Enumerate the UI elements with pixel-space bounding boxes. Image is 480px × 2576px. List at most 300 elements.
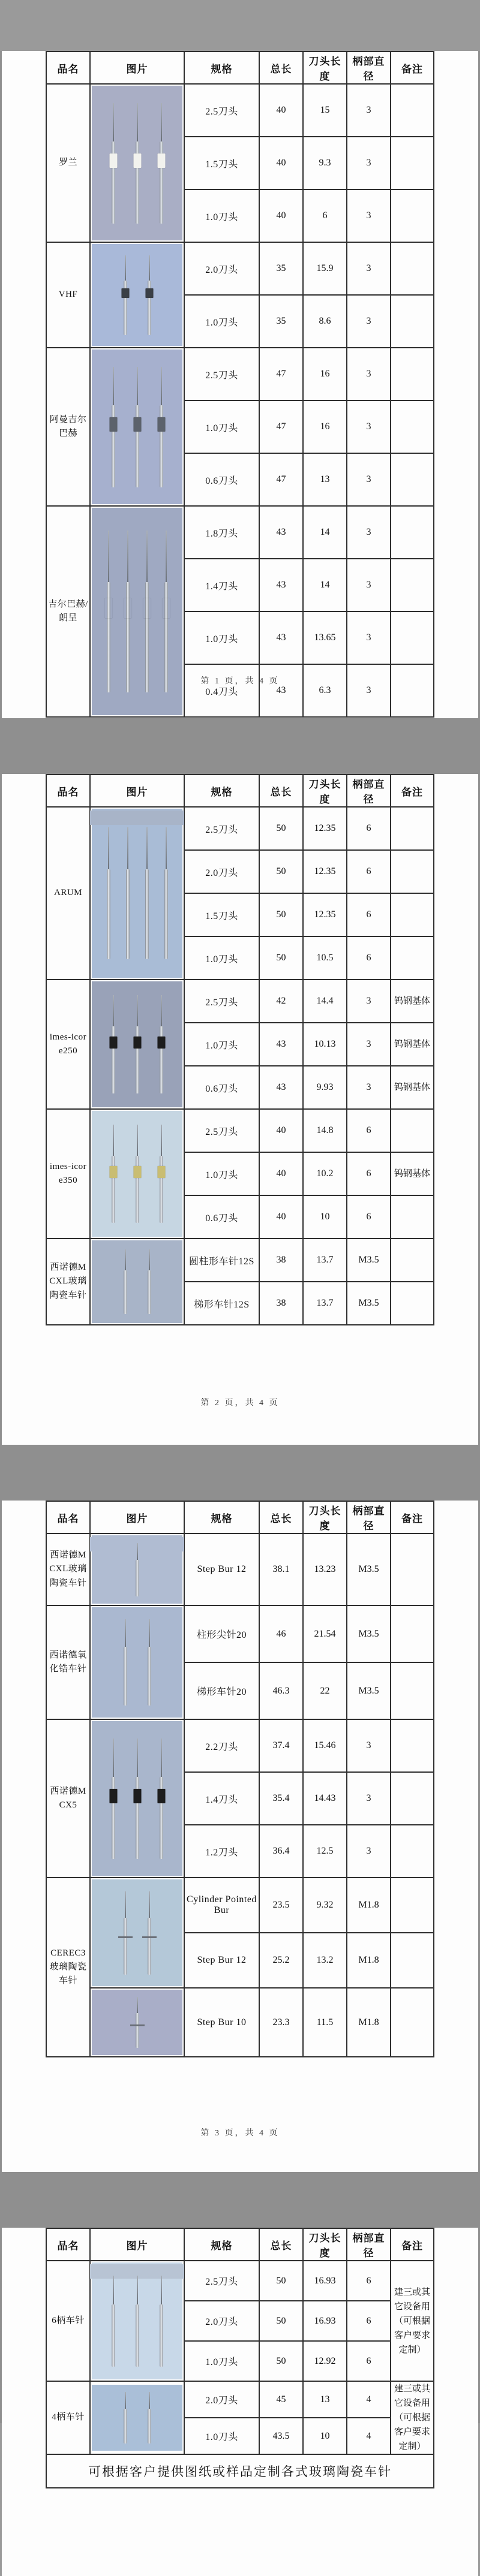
bur-tip <box>161 103 162 144</box>
bur-image <box>145 255 154 335</box>
blade-length-cell: 12.35 <box>303 807 347 850</box>
note-cell <box>391 611 434 664</box>
page-footer: 第 1 页，共 4 页 <box>200 677 280 686</box>
product-name-cell: 西诺德氧化锆车针 <box>46 1605 90 1719</box>
header-cell-total-length: 总长 <box>259 52 303 84</box>
page-1 <box>2 51 478 718</box>
bur-image <box>133 1125 142 1223</box>
spec-cell: 1.2刀头 <box>184 1825 259 1878</box>
total-length-cell: 43 <box>259 1066 303 1109</box>
product-photo <box>92 244 182 346</box>
bur-tip <box>137 103 138 144</box>
bur-shank <box>124 1270 127 1314</box>
bur-image <box>161 827 171 959</box>
bur-tip <box>146 531 148 586</box>
bur-image <box>123 827 133 959</box>
blade-length-cell: 10 <box>303 1195 347 1239</box>
bur-shank <box>136 2013 139 2048</box>
bur-shank <box>148 1918 151 1975</box>
bur-collar <box>133 1789 141 1803</box>
bur-shank <box>107 869 110 959</box>
header-cell-note: 备注 <box>391 1501 434 1533</box>
product-photo-cell <box>90 1109 184 1239</box>
note-cell <box>391 1719 434 1772</box>
table-row <box>46 1719 434 1772</box>
blade-length-cell: 14 <box>303 506 347 559</box>
bur-shank <box>145 869 149 959</box>
blade-length-cell: 22 <box>303 1662 347 1719</box>
shank-diameter-cell: 3 <box>347 189 391 242</box>
table-row <box>46 2381 434 2418</box>
bur-tip <box>108 531 109 586</box>
bur-image <box>133 103 142 224</box>
bur-shank <box>136 1560 139 1596</box>
spec-cell: 0.6刀头 <box>184 453 259 506</box>
product-name-cell: 罗兰 <box>46 84 90 242</box>
bur-tip <box>125 1891 126 1920</box>
bur-image <box>157 1125 166 1223</box>
bur-tip <box>146 827 148 872</box>
table-row <box>46 1605 434 1662</box>
blade-length-cell: 9.32 <box>303 1878 347 1933</box>
product-photo <box>92 1990 182 2055</box>
product-name-cell: VHF <box>46 242 90 348</box>
total-length-cell: 47 <box>259 348 303 400</box>
shank-diameter-cell: 3 <box>347 1023 391 1066</box>
bur-collar <box>109 417 117 432</box>
bur-collar <box>145 288 153 298</box>
table-row <box>46 242 434 295</box>
note-cell <box>391 807 434 850</box>
header-cell-total-length: 总长 <box>259 775 303 807</box>
bur-collar <box>157 1166 165 1178</box>
spec-cell: 2.5刀头 <box>184 980 259 1023</box>
bur-tip <box>113 2276 114 2307</box>
header-cell-product: 品名 <box>46 2228 90 2261</box>
bur-tip <box>149 255 150 282</box>
blade-length-cell: 9.93 <box>303 1066 347 1109</box>
header-cell-image: 图片 <box>90 775 184 807</box>
page-2 <box>2 774 478 1445</box>
shank-diameter-cell: 3 <box>347 295 391 348</box>
bur-image <box>104 827 113 959</box>
bur-collar <box>109 1166 117 1178</box>
blade-length-cell: 10.5 <box>303 936 347 980</box>
shank-diameter-cell: 3 <box>347 559 391 611</box>
blade-length-cell: 14.43 <box>303 1772 347 1825</box>
page-footer: 第 3 页，共 4 页 <box>200 2129 280 2138</box>
blade-length-cell: 8.6 <box>303 295 347 348</box>
total-length-cell: 25.2 <box>259 1933 303 1988</box>
bur-image <box>104 531 113 692</box>
blade-length-cell: 14.8 <box>303 1109 347 1152</box>
note-cell <box>391 559 434 611</box>
bur-collar <box>104 598 112 617</box>
note-cell <box>391 1772 434 1825</box>
note-cell: 钨钢基体 <box>391 1023 434 1066</box>
total-length-cell: 23.3 <box>259 1988 303 2057</box>
shank-diameter-cell: 6 <box>347 1152 391 1195</box>
bur-shank <box>124 1918 127 1975</box>
spec-cell: 2.5刀头 <box>184 348 259 400</box>
page-3 <box>2 1501 478 2172</box>
bur-collar <box>109 153 117 168</box>
bur-tip <box>149 1891 150 1920</box>
header-cell-image: 图片 <box>90 2228 184 2261</box>
spec-cell: Step Bur 10 <box>184 1988 259 2057</box>
spec-cell: Step Bur 12 <box>184 1933 259 1988</box>
page-4 <box>2 2228 478 2576</box>
bur-image <box>145 1249 154 1314</box>
blade-length-cell: 12.5 <box>303 1825 347 1878</box>
table-row <box>46 348 434 400</box>
total-length-cell: 40 <box>259 1195 303 1239</box>
note-cell <box>391 1662 434 1719</box>
bur-collar <box>157 417 165 432</box>
bur-image <box>145 1891 154 1975</box>
product-photo <box>92 86 182 240</box>
product-photo-cell <box>90 1719 184 1878</box>
blade-length-cell: 16 <box>303 348 347 400</box>
shank-diameter-cell: 6 <box>347 807 391 850</box>
note-cell <box>391 1533 434 1605</box>
shank-diameter-cell: 4 <box>347 2418 391 2454</box>
spec-table <box>46 51 434 718</box>
bur-tip <box>166 827 167 872</box>
blade-length-cell: 13 <box>303 2381 347 2418</box>
spec-cell: 1.8刀头 <box>184 506 259 559</box>
spec-cell: 2.2刀头 <box>184 1719 259 1772</box>
shank-diameter-cell: M1.8 <box>347 1933 391 1988</box>
bur-tip <box>161 2276 162 2307</box>
header-cell-image: 图片 <box>90 1501 184 1533</box>
photo-overflow-strip <box>90 811 184 825</box>
spec-cell: 0.4刀头 <box>184 664 259 717</box>
blade-length-cell: 10.13 <box>303 1023 347 1066</box>
table-row <box>46 506 434 559</box>
blade-length-cell: 15.46 <box>303 1719 347 1772</box>
blade-length-cell: 13.7 <box>303 1282 347 1325</box>
bur-image <box>145 2392 154 2444</box>
spec-cell: 1.0刀头 <box>184 1023 259 1066</box>
bur-image <box>142 531 152 692</box>
header-cell-total-length: 总长 <box>259 1501 303 1533</box>
bur-image <box>157 103 166 224</box>
note-cell: 建三或其它设备用（可根据客户要求定制） <box>391 2381 434 2454</box>
page-separator <box>2 1445 478 1450</box>
note-cell <box>391 400 434 453</box>
shank-diameter-cell: M1.8 <box>347 1988 391 2057</box>
bur-tip <box>161 995 162 1029</box>
header-cell-product: 品名 <box>46 52 90 84</box>
header-cell-product: 品名 <box>46 775 90 807</box>
spec-cell: 2.0刀头 <box>184 2381 259 2418</box>
product-photo <box>92 2262 182 2379</box>
product-name-cell: 阿曼吉尔巴赫 <box>46 348 90 506</box>
bur-tip <box>149 1249 150 1272</box>
note-cell <box>391 189 434 242</box>
product-name-cell: 西诺德MCXL玻璃陶瓷车针 <box>46 1533 90 1605</box>
product-photo <box>92 350 182 504</box>
shank-diameter-cell: 3 <box>347 348 391 400</box>
total-length-cell: 40 <box>259 84 303 137</box>
note-cell: 钨钢基体 <box>391 1066 434 1109</box>
shank-diameter-cell: M3.5 <box>347 1662 391 1719</box>
blade-length-cell: 13.7 <box>303 1239 347 1282</box>
bur-image <box>109 367 118 487</box>
spec-cell: 1.0刀头 <box>184 1152 259 1195</box>
total-length-cell: 50 <box>259 893 303 936</box>
blade-length-cell: 16.93 <box>303 2301 347 2341</box>
bur-collar <box>133 1037 141 1049</box>
header-cell-shank-diameter: 柄部直径 <box>347 775 391 807</box>
header-cell-total-length: 总长 <box>259 2228 303 2261</box>
bur-tip <box>108 827 109 872</box>
shank-diameter-cell: 3 <box>347 1825 391 1878</box>
note-cell <box>391 137 434 189</box>
bur-collar <box>157 1789 165 1803</box>
product-photo-cell <box>90 1605 184 1719</box>
bur-collar <box>109 1037 117 1049</box>
bur-shank <box>148 2409 151 2444</box>
spec-cell: 2.5刀头 <box>184 2261 259 2301</box>
blade-length-cell: 13.2 <box>303 1933 347 1988</box>
total-length-cell: 50 <box>259 807 303 850</box>
note-cell <box>391 664 434 717</box>
bur-shank <box>124 2409 127 2444</box>
bur-image <box>123 531 133 692</box>
total-length-cell: 47 <box>259 453 303 506</box>
blade-length-cell: 14.4 <box>303 980 347 1023</box>
bur-tip <box>113 367 114 408</box>
product-photo <box>92 809 182 978</box>
bur-shank <box>124 1647 127 1706</box>
shank-diameter-cell: 4 <box>347 2381 391 2418</box>
spec-cell: 1.5刀头 <box>184 137 259 189</box>
total-length-cell: 40 <box>259 1152 303 1195</box>
blade-length-cell: 12.35 <box>303 893 347 936</box>
blade-length-cell: 6 <box>303 189 347 242</box>
bur-collar <box>109 1789 117 1803</box>
note-cell: 钨钢基体 <box>391 1152 434 1195</box>
note-cell <box>391 1195 434 1239</box>
header-cell-note: 备注 <box>391 52 434 84</box>
shank-diameter-cell: 3 <box>347 980 391 1023</box>
shank-diameter-cell: 3 <box>347 242 391 295</box>
note-cell <box>391 1282 434 1325</box>
header-cell-blade-length: 刀头长度 <box>303 775 347 807</box>
bur-tip <box>125 1249 126 1272</box>
blade-length-cell: 11.5 <box>303 1988 347 2057</box>
note-cell <box>391 242 434 295</box>
header-cell-shank-diameter: 柄部直径 <box>347 52 391 84</box>
total-length-cell: 35.4 <box>259 1772 303 1825</box>
bur-collar <box>133 417 141 432</box>
spec-cell: 梯形车针20 <box>184 1662 259 1719</box>
bur-shank <box>148 1647 151 1706</box>
product-name-cell: 西诺德MCX5 <box>46 1719 90 1878</box>
blade-length-cell: 6.3 <box>303 664 347 717</box>
header-cell-shank-diameter: 柄部直径 <box>347 1501 391 1533</box>
total-length-cell: 38 <box>259 1282 303 1325</box>
header-cell-spec: 规格 <box>184 2228 259 2261</box>
bur-tip <box>113 103 114 144</box>
bur-tip <box>125 255 126 282</box>
bur-tip <box>113 1739 114 1779</box>
shank-diameter-cell: M1.8 <box>347 1878 391 1933</box>
note-cell <box>391 936 434 980</box>
product-photo-cell <box>90 2381 184 2454</box>
shank-diameter-cell: 6 <box>347 2261 391 2301</box>
note-cell <box>391 1825 434 1878</box>
table-row <box>46 1988 434 2057</box>
bur-image <box>109 995 118 1093</box>
bur-shank <box>112 2304 115 2366</box>
bur-tip <box>127 531 128 586</box>
shank-diameter-cell: 3 <box>347 1066 391 1109</box>
total-length-cell: 43.5 <box>259 2418 303 2454</box>
bur-image <box>133 1739 142 1859</box>
page-separator <box>2 2172 478 2177</box>
note-cell <box>391 295 434 348</box>
bur-image <box>157 1739 166 1859</box>
spec-cell: 1.0刀头 <box>184 400 259 453</box>
bur-tip <box>149 2392 150 2409</box>
bur-flange <box>142 1936 157 1938</box>
spec-cell: Cylinder Pointed Bur <box>184 1878 259 1933</box>
product-name-cell: 6柄车针 <box>46 2261 90 2381</box>
catalog-document <box>0 51 480 2479</box>
note-cell <box>391 1933 434 1988</box>
bur-image <box>109 1739 118 1859</box>
total-length-cell: 50 <box>259 936 303 980</box>
header-cell-note: 备注 <box>391 775 434 807</box>
total-length-cell: 43 <box>259 1023 303 1066</box>
bur-collar <box>157 1037 165 1049</box>
note-cell <box>391 1988 434 2057</box>
bur-image <box>133 1543 142 1596</box>
product-photo-cell <box>90 1878 184 1988</box>
total-length-cell: 43 <box>259 611 303 664</box>
product-photo <box>92 981 182 1107</box>
bur-tip <box>137 1997 138 2014</box>
product-photo-cell <box>90 1988 184 2057</box>
shank-diameter-cell: M3.5 <box>347 1605 391 1662</box>
product-photo-cell <box>90 348 184 506</box>
total-length-cell: 38.1 <box>259 1533 303 1605</box>
note-cell <box>391 893 434 936</box>
spec-cell: 2.0刀头 <box>184 2301 259 2341</box>
shank-diameter-cell: 3 <box>347 1719 391 1772</box>
note-cell <box>391 1878 434 1933</box>
blade-length-cell: 15 <box>303 84 347 137</box>
total-length-cell: 46.3 <box>259 1662 303 1719</box>
shank-diameter-cell: M3.5 <box>347 1239 391 1282</box>
shank-diameter-cell: 3 <box>347 453 391 506</box>
product-photo <box>92 2385 182 2451</box>
product-photo-cell <box>90 980 184 1109</box>
shank-diameter-cell: 3 <box>347 1772 391 1825</box>
bur-collar <box>162 598 170 617</box>
product-photo-cell <box>90 242 184 348</box>
bur-shank <box>136 2304 139 2366</box>
product-name-cell: 西诺德MCXL玻璃陶瓷车针 <box>46 1239 90 1325</box>
spec-cell: 2.5刀头 <box>184 807 259 850</box>
product-photo-cell <box>90 84 184 242</box>
bur-image <box>157 2276 166 2367</box>
product-name-cell: CEREC3玻璃陶瓷车针 <box>46 1878 90 2057</box>
total-length-cell: 50 <box>259 850 303 893</box>
spec-cell: 1.0刀头 <box>184 2341 259 2381</box>
header-cell-blade-length: 刀头长度 <box>303 1501 347 1533</box>
total-length-cell: 23.5 <box>259 1878 303 1933</box>
bur-flange <box>118 1936 133 1938</box>
total-length-cell: 42 <box>259 980 303 1023</box>
shank-diameter-cell: 3 <box>347 506 391 559</box>
note-cell <box>391 1109 434 1152</box>
blade-length-cell: 12.35 <box>303 850 347 893</box>
shank-diameter-cell: 3 <box>347 137 391 189</box>
spec-cell: 1.0刀头 <box>184 2418 259 2454</box>
product-photo <box>92 1721 182 1876</box>
product-photo <box>92 1879 182 1986</box>
bur-tip <box>125 2392 126 2409</box>
product-photo-cell <box>90 1239 184 1325</box>
product-photo <box>92 1240 182 1323</box>
bur-tip <box>166 531 167 586</box>
total-length-cell: 47 <box>259 400 303 453</box>
product-photo-cell <box>90 807 184 980</box>
bur-tip <box>137 367 138 408</box>
bur-tip <box>137 1543 138 1561</box>
total-length-cell: 35 <box>259 295 303 348</box>
spec-table <box>46 774 434 1325</box>
summary-row <box>46 2454 434 2488</box>
table-row <box>46 980 434 1023</box>
bur-tip <box>137 1125 138 1158</box>
header-cell-product: 品名 <box>46 1501 90 1533</box>
note-cell: 建三或其它设备用（可根据客户要求定制） <box>391 2261 434 2381</box>
spec-cell: 1.0刀头 <box>184 611 259 664</box>
bur-image <box>121 255 130 335</box>
page-footer: 第 2 页，共 4 页 <box>200 1399 280 1408</box>
bur-image <box>145 1619 154 1706</box>
total-length-cell: 50 <box>259 2341 303 2381</box>
shank-diameter-cell: 6 <box>347 2341 391 2381</box>
bur-collar <box>143 598 151 617</box>
header-cell-image: 图片 <box>90 52 184 84</box>
bur-image <box>133 995 142 1093</box>
total-length-cell: 43 <box>259 559 303 611</box>
shank-diameter-cell: 6 <box>347 850 391 893</box>
table-row <box>46 1878 434 1933</box>
bur-collar <box>121 288 129 298</box>
total-length-cell: 45 <box>259 2381 303 2418</box>
shank-diameter-cell: 6 <box>347 1195 391 1239</box>
bur-image <box>109 2276 118 2367</box>
bur-tip <box>127 827 128 872</box>
bur-image <box>133 2276 142 2367</box>
spec-cell: 1.5刀头 <box>184 893 259 936</box>
page-separator <box>2 718 478 723</box>
total-length-cell: 43 <box>259 506 303 559</box>
bur-tip <box>113 1125 114 1158</box>
bur-collar <box>157 153 165 168</box>
header-cell-shank-diameter: 柄部直径 <box>347 2228 391 2261</box>
shank-diameter-cell: 6 <box>347 936 391 980</box>
bur-collar <box>133 1166 141 1178</box>
bur-image <box>133 367 142 487</box>
